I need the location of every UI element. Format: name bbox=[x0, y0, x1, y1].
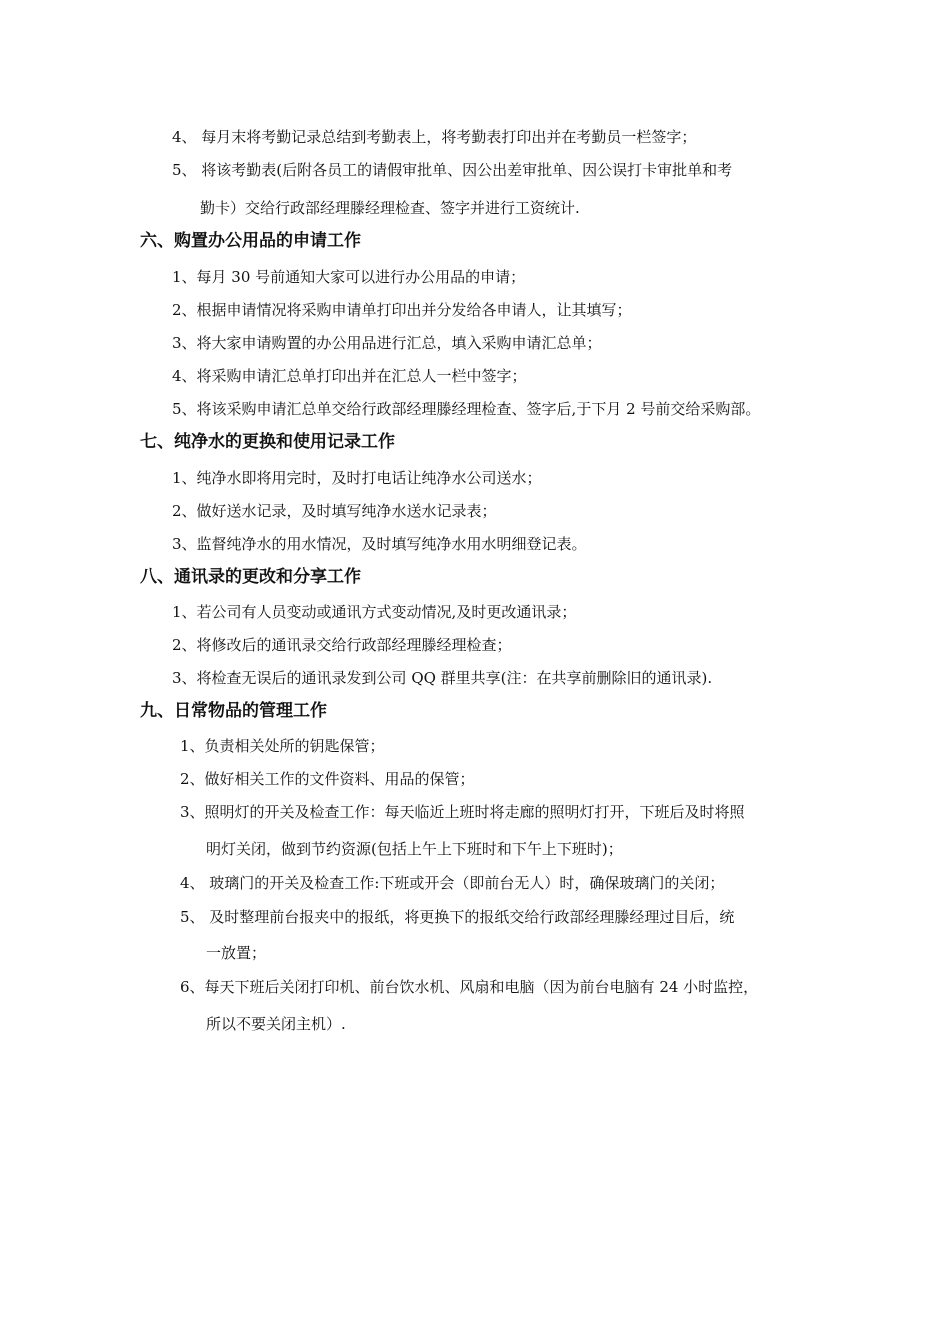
daily-items-step-5-cont: 一放置； bbox=[206, 944, 267, 962]
contacts-step-1: 1、若公司有人员变动或通讯方式变动情况,及时更改通讯录； bbox=[172, 603, 577, 621]
section-heading-8: 八、通讯录的更改和分享工作 bbox=[140, 567, 361, 587]
section-heading-9: 九、日常物品的管理工作 bbox=[140, 701, 327, 721]
section-heading-6: 六、购置办公用品的申请工作 bbox=[140, 231, 361, 251]
office-supplies-step-5: 5、将该采购申请汇总单交给行政部经理滕经理检查、签字后,于下月 2 号前交给采购部。 bbox=[172, 400, 761, 418]
daily-items-step-6-cont: 所以不要关闭主机）. bbox=[206, 1015, 346, 1033]
daily-items-step-5: 5、 及时整理前台报夹中的报纸，将更换下的报纸交给行政部经理滕经理过目后，统 bbox=[180, 908, 735, 926]
attendance-step-5: 5、 将该考勤表(后附各员工的请假审批单、因公出差审批单、因公误打卡审批单和考 bbox=[172, 161, 733, 179]
office-supplies-step-4: 4、将采购申请汇总单打印出并在汇总人一栏中签字； bbox=[172, 367, 527, 385]
daily-items-step-1: 1、负责相关处所的钥匙保管； bbox=[180, 737, 385, 755]
daily-items-step-4: 4、 玻璃门的开关及检查工作:下班或开会（即前台无人）时，确保玻璃门的关闭； bbox=[180, 874, 725, 892]
daily-items-step-3: 3、照明灯的开关及检查工作：每天临近上班时将走廊的照明灯打开，下班后及时将照 bbox=[180, 803, 745, 821]
daily-items-step-2: 2、做好相关工作的文件资料、用品的保管； bbox=[180, 770, 475, 788]
attendance-step-5-cont: 勤卡）交给行政部经理滕经理检查、签字并进行工资统计. bbox=[200, 199, 580, 217]
office-supplies-step-2: 2、根据申请情况将采购申请单打印出并分发给各申请人，让其填写； bbox=[172, 301, 632, 319]
water-step-2: 2、做好送水记录，及时填写纯净水送水记录表； bbox=[172, 502, 497, 520]
daily-items-step-3-cont: 明灯关闭，做到节约资源(包括上午上下班时和下午上下班时)； bbox=[206, 840, 623, 858]
contacts-step-3: 3、将检查无误后的通讯录发到公司 QQ 群里共享(注：在共享前删除旧的通讯录). bbox=[172, 669, 713, 687]
office-supplies-step-1: 1、每月 30 号前通知大家可以进行办公用品的申请； bbox=[172, 268, 526, 286]
office-supplies-step-3: 3、将大家申请购置的办公用品进行汇总，填入采购申请汇总单； bbox=[172, 334, 602, 352]
contacts-step-2: 2、将修改后的通讯录交给行政部经理滕经理检查； bbox=[172, 636, 512, 654]
attendance-step-4: 4、 每月末将考勤记录总结到考勤表上，将考勤表打印出并在考勤员一栏签字； bbox=[172, 128, 697, 146]
daily-items-step-6: 6、每天下班后关闭打印机、前台饮水机、风扇和电脑（因为前台电脑有 24 小时监控， bbox=[180, 978, 759, 996]
section-heading-7: 七、纯净水的更换和使用记录工作 bbox=[140, 432, 395, 452]
water-step-3: 3、监督纯净水的用水情况，及时填写纯净水用水明细登记表。 bbox=[172, 535, 587, 553]
water-step-1: 1、纯净水即将用完时，及时打电话让纯净水公司送水； bbox=[172, 469, 542, 487]
